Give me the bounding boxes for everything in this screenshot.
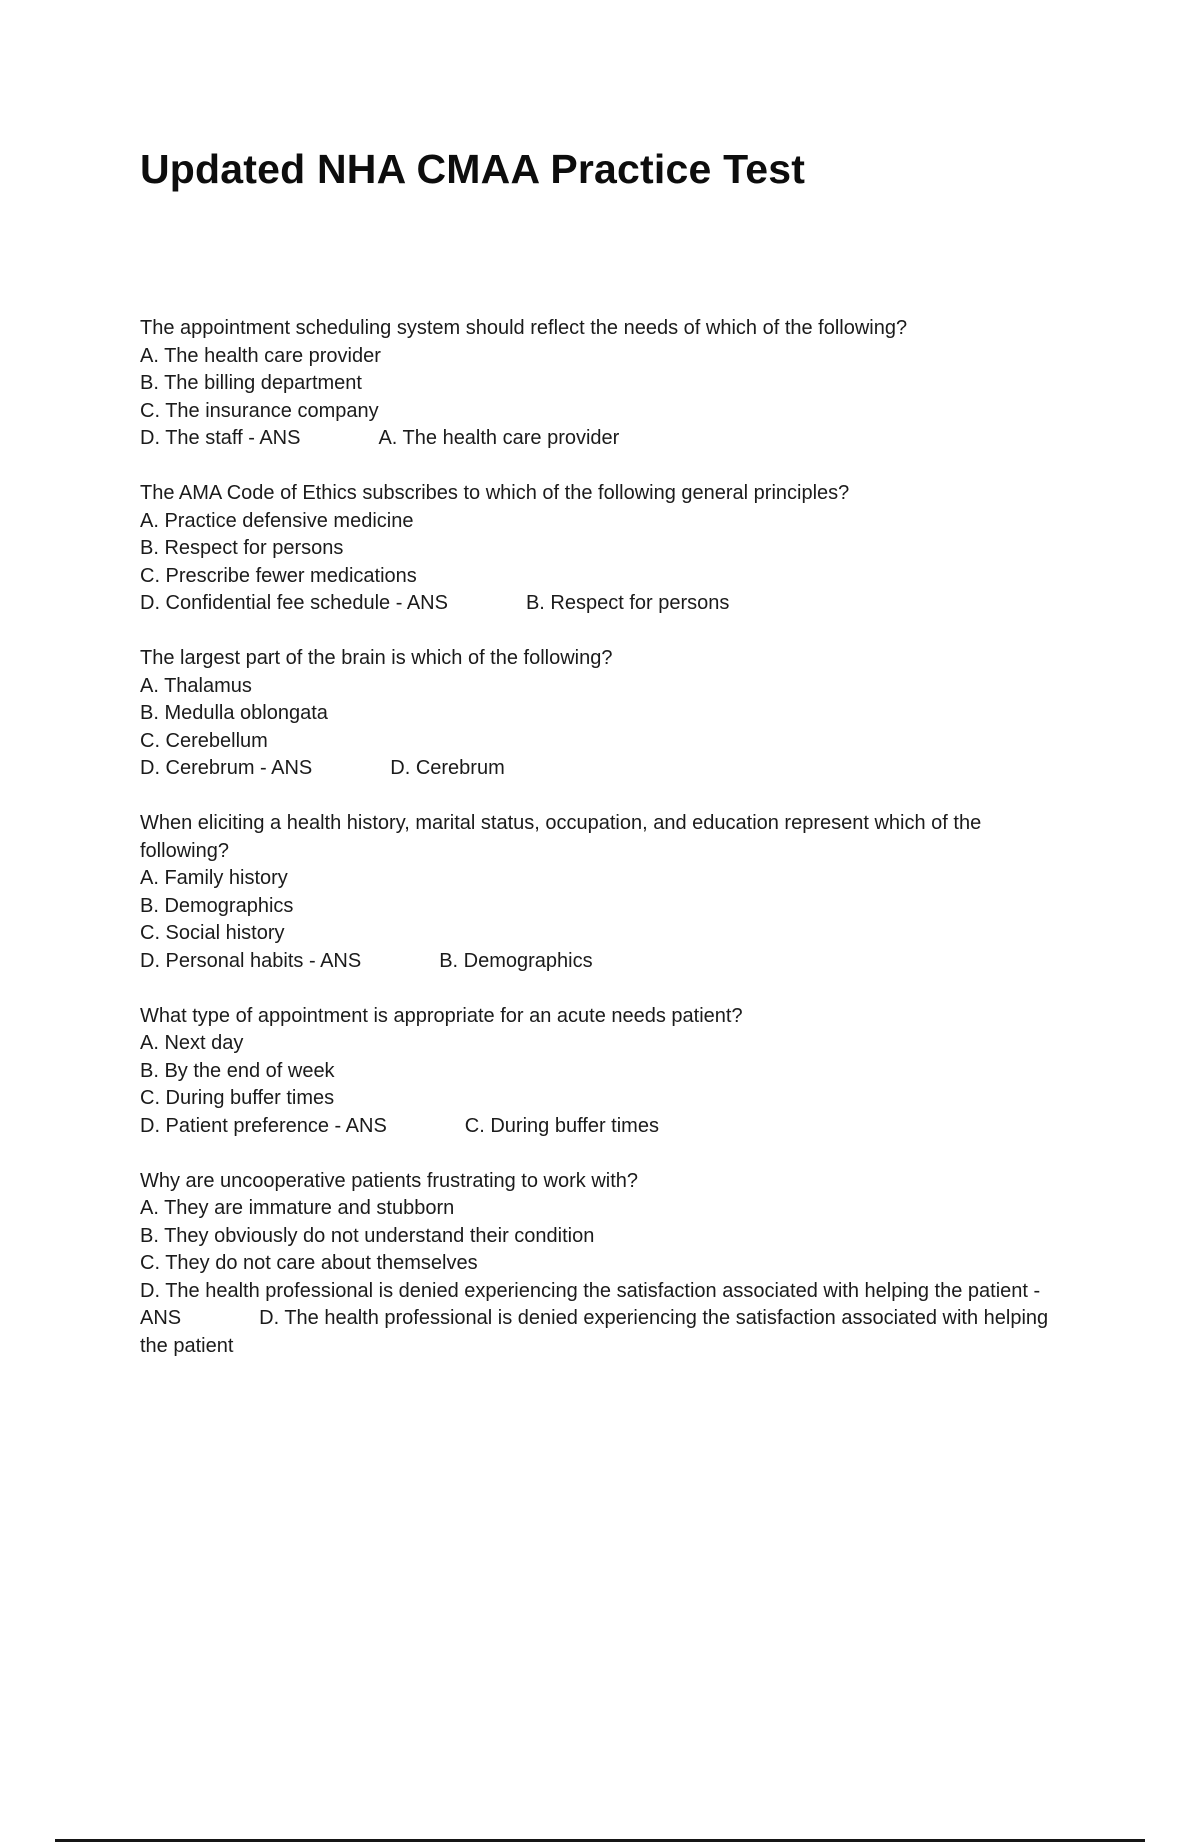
question-block-2	[140, 480, 1060, 618]
option-b: B. The billing department	[140, 372, 362, 394]
option-b: B. Respect for persons	[140, 537, 344, 559]
page-title: Updated NHA CMAA Practice Test	[140, 146, 806, 192]
option-c: C. They do not care about themselves	[140, 1252, 478, 1274]
option-a: A. Family history	[140, 867, 288, 889]
question-block-1	[140, 315, 1060, 453]
option-d: D. Patient preference - ANS	[140, 1114, 387, 1137]
option-d: D. The staff - ANS	[140, 427, 301, 449]
question-list	[140, 315, 1060, 1360]
question-block-5	[140, 1003, 1060, 1141]
option-c: C. Social history	[140, 922, 285, 944]
question-text: The largest part of the brain is which of the following?	[140, 647, 613, 669]
option-b: B. Demographics	[140, 894, 294, 917]
option-c: C. The insurance company	[140, 399, 379, 422]
option-d: D. Confidential fee schedule - ANS	[140, 592, 448, 614]
question-text: Why are uncooperative patients frustrating to work with?	[140, 1169, 639, 1192]
question-text: What type of appointment is appropriate for an acute needs patient?	[140, 1004, 743, 1027]
option-d-answer-line	[140, 1113, 1060, 1141]
option-c: C. Cerebellum	[140, 729, 268, 752]
option-c: C. Prescribe fewer medications	[140, 564, 417, 587]
option-d-answer-line	[140, 1278, 1060, 1361]
answer-text: A. The health care provider	[378, 427, 620, 449]
option-a: A. Next day	[140, 1032, 244, 1054]
answer-text: C. During buffer times	[464, 1114, 659, 1137]
option-d: D. The health professional is denied experiencing the satisfaction associated with helping the patient - ANS	[140, 1279, 1041, 1329]
answer-text: B. Demographics	[439, 949, 593, 972]
option-a: A. Practice defensive medicine	[140, 509, 414, 532]
question-block-4	[140, 810, 1060, 975]
answer-text: D. Cerebrum	[390, 757, 505, 779]
question-text: When eliciting a health history, marital status, occupation, and education represent which of the following?	[140, 812, 982, 862]
question-block-6	[140, 1168, 1060, 1361]
option-d-answer-line	[140, 948, 1060, 976]
question-text: The AMA Code of Ethics subscribes to which of the following general principles?	[140, 482, 850, 504]
option-d-answer-line	[140, 425, 1060, 453]
answer-text: B. Respect for persons	[525, 592, 730, 614]
option-a: A. The health care provider	[140, 344, 381, 367]
option-d: D. Cerebrum - ANS	[140, 757, 313, 779]
option-a: A. Thalamus	[140, 674, 252, 697]
document-page	[0, 145, 1200, 1360]
option-a: A. They are immature and stubborn	[140, 1197, 455, 1219]
option-b: B. Medulla oblongata	[140, 702, 328, 724]
next-page-top-border	[55, 1839, 1145, 1842]
option-d: D. Personal habits - ANS	[140, 949, 362, 972]
option-b: B. They obviously do not understand their condition	[140, 1224, 595, 1247]
answer-text: D. The health professional is denied experiencing the satisfaction associated with helping the patient	[140, 1307, 1049, 1357]
question-text: The appointment scheduling system should reflect the needs of which of the following?	[140, 317, 908, 339]
option-c: C. During buffer times	[140, 1087, 335, 1109]
option-d-answer-line	[140, 755, 1060, 783]
option-d-answer-line	[140, 590, 1060, 618]
option-b: B. By the end of week	[140, 1059, 335, 1082]
question-block-3	[140, 645, 1060, 783]
